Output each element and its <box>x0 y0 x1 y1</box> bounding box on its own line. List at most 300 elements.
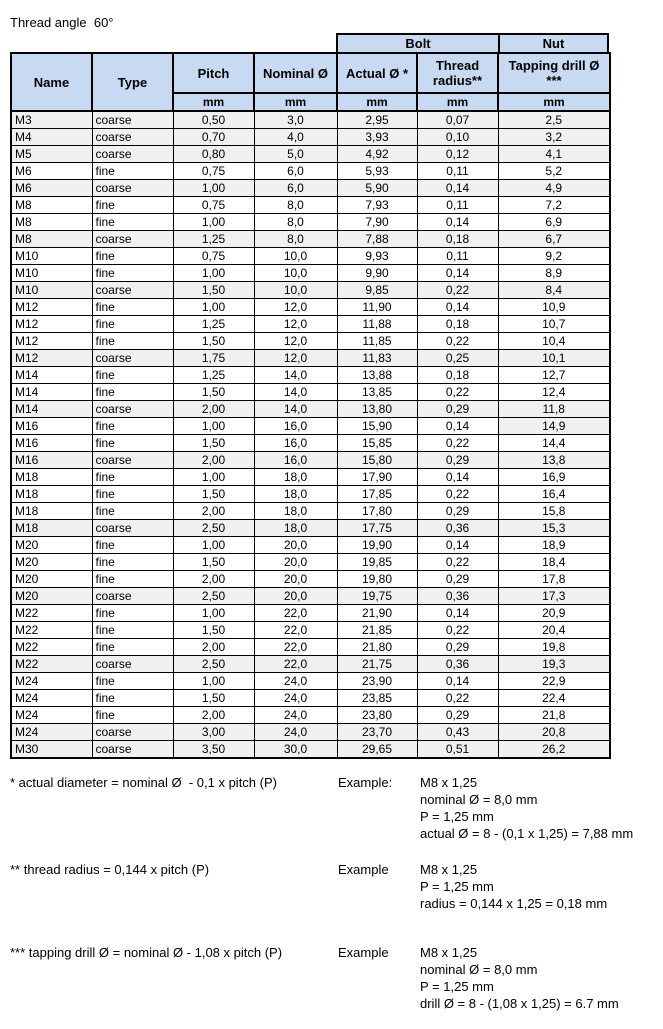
cell-nominal-diameter: 24,0 <box>254 724 337 741</box>
example-label: Example <box>338 862 389 877</box>
cell-pitch: 3,00 <box>173 724 254 741</box>
cell-nominal-diameter: 16,0 <box>254 452 337 469</box>
cell-tapping-drill: 6,7 <box>498 231 610 248</box>
cell-type: fine <box>92 367 173 384</box>
cell-tapping-drill: 7,2 <box>498 197 610 214</box>
cell-tapping-drill: 14,4 <box>498 435 610 452</box>
cell-thread-radius: 0,12 <box>417 146 498 163</box>
cell-thread-radius: 0,11 <box>417 248 498 265</box>
cell-nominal-diameter: 22,0 <box>254 639 337 656</box>
cell-name: M22 <box>11 605 92 622</box>
cell-type: fine <box>92 384 173 401</box>
cell-type: fine <box>92 605 173 622</box>
table-row <box>11 673 610 690</box>
cell-thread-radius: 0,51 <box>417 741 498 759</box>
cell-name: M20 <box>11 537 92 554</box>
cell-actual-diameter: 21,75 <box>337 656 417 673</box>
cell-nominal-diameter: 18,0 <box>254 520 337 537</box>
cell-actual-diameter: 3,93 <box>337 129 417 146</box>
cell-pitch: 1,00 <box>173 299 254 316</box>
example-line: M8 x 1,25 <box>420 862 478 877</box>
bolt-group-header: Bolt <box>336 33 498 52</box>
cell-nominal-diameter: 12,0 <box>254 299 337 316</box>
cell-type: fine <box>92 503 173 520</box>
cell-actual-diameter: 7,88 <box>337 231 417 248</box>
table-row <box>11 537 610 554</box>
table-row <box>11 180 610 197</box>
cell-tapping-drill: 21,8 <box>498 707 610 724</box>
cell-tapping-drill: 19,3 <box>498 656 610 673</box>
table-row <box>11 265 610 282</box>
cell-nominal-diameter: 20,0 <box>254 588 337 605</box>
cell-actual-diameter: 23,70 <box>337 724 417 741</box>
cell-tapping-drill: 9,2 <box>498 248 610 265</box>
cell-actual-diameter: 17,80 <box>337 503 417 520</box>
table-row <box>11 299 610 316</box>
cell-nominal-diameter: 10,0 <box>254 248 337 265</box>
cell-pitch: 2,00 <box>173 452 254 469</box>
cell-actual-diameter: 17,90 <box>337 469 417 486</box>
cell-nominal-diameter: 6,0 <box>254 180 337 197</box>
table-row <box>11 622 610 639</box>
cell-tapping-drill: 8,4 <box>498 282 610 299</box>
cell-actual-diameter: 19,90 <box>337 537 417 554</box>
cell-type: fine <box>92 469 173 486</box>
cell-nominal-diameter: 8,0 <box>254 197 337 214</box>
cell-pitch: 2,00 <box>173 639 254 656</box>
cell-tapping-drill: 17,3 <box>498 588 610 605</box>
cell-name: M14 <box>11 401 92 418</box>
cell-name: M6 <box>11 180 92 197</box>
cell-actual-diameter: 9,93 <box>337 248 417 265</box>
cell-name: M20 <box>11 571 92 588</box>
cell-nominal-diameter: 24,0 <box>254 690 337 707</box>
cell-nominal-diameter: 24,0 <box>254 707 337 724</box>
footnote <box>10 861 607 912</box>
cell-actual-diameter: 11,83 <box>337 350 417 367</box>
cell-tapping-drill: 19,8 <box>498 639 610 656</box>
cell-name: M8 <box>11 231 92 248</box>
cell-tapping-drill: 10,9 <box>498 299 610 316</box>
table-row <box>11 129 610 146</box>
unit-cell-actual: mm <box>337 93 417 111</box>
cell-thread-radius: 0,29 <box>417 571 498 588</box>
table-row <box>11 163 610 180</box>
cell-type: fine <box>92 673 173 690</box>
cell-thread-radius: 0,36 <box>417 656 498 673</box>
table-row <box>11 571 610 588</box>
cell-type: fine <box>92 299 173 316</box>
cell-tapping-drill: 22,4 <box>498 690 610 707</box>
cell-type: fine <box>92 248 173 265</box>
cell-tapping-drill: 13,8 <box>498 452 610 469</box>
cell-name: M10 <box>11 265 92 282</box>
cell-name: M24 <box>11 724 92 741</box>
cell-pitch: 1,50 <box>173 554 254 571</box>
cell-pitch: 1,00 <box>173 418 254 435</box>
cell-type: coarse <box>92 452 173 469</box>
table-row <box>11 350 610 367</box>
cell-tapping-drill: 26,2 <box>498 741 610 759</box>
cell-actual-diameter: 9,90 <box>337 265 417 282</box>
cell-type: coarse <box>92 401 173 418</box>
cell-nominal-diameter: 12,0 <box>254 333 337 350</box>
cell-nominal-diameter: 16,0 <box>254 435 337 452</box>
table-body <box>11 111 610 758</box>
cell-pitch: 0,70 <box>173 129 254 146</box>
col-header-tapping-drill: Tapping drill Ø *** <box>498 53 610 93</box>
cell-actual-diameter: 15,80 <box>337 452 417 469</box>
cell-actual-diameter: 11,85 <box>337 333 417 350</box>
unit-cell-pitch: mm <box>173 93 254 111</box>
cell-thread-radius: 0,43 <box>417 724 498 741</box>
table-row <box>11 197 610 214</box>
cell-name: M24 <box>11 673 92 690</box>
cell-nominal-diameter: 22,0 <box>254 656 337 673</box>
cell-thread-radius: 0,14 <box>417 605 498 622</box>
cell-actual-diameter: 19,85 <box>337 554 417 571</box>
cell-thread-radius: 0,29 <box>417 639 498 656</box>
cell-type: coarse <box>92 520 173 537</box>
cell-nominal-diameter: 12,0 <box>254 350 337 367</box>
cell-nominal-diameter: 14,0 <box>254 384 337 401</box>
cell-thread-radius: 0,18 <box>417 367 498 384</box>
cell-type: coarse <box>92 129 173 146</box>
cell-thread-radius: 0,14 <box>417 214 498 231</box>
col-header-pitch: Pitch <box>173 53 254 93</box>
cell-type: fine <box>92 690 173 707</box>
cell-type: coarse <box>92 741 173 759</box>
table-row <box>11 469 610 486</box>
cell-type: coarse <box>92 588 173 605</box>
cell-actual-diameter: 23,85 <box>337 690 417 707</box>
cell-name: M20 <box>11 554 92 571</box>
cell-nominal-diameter: 22,0 <box>254 622 337 639</box>
cell-pitch: 1,00 <box>173 605 254 622</box>
footnote <box>10 944 619 1012</box>
cell-nominal-diameter: 24,0 <box>254 673 337 690</box>
cell-name: M30 <box>11 741 92 759</box>
cell-thread-radius: 0,22 <box>417 384 498 401</box>
cell-pitch: 2,00 <box>173 571 254 588</box>
cell-thread-radius: 0,10 <box>417 129 498 146</box>
cell-name: M22 <box>11 656 92 673</box>
cell-type: coarse <box>92 180 173 197</box>
cell-thread-radius: 0,22 <box>417 333 498 350</box>
cell-actual-diameter: 5,93 <box>337 163 417 180</box>
cell-tapping-drill: 16,4 <box>498 486 610 503</box>
cell-thread-radius: 0,22 <box>417 690 498 707</box>
cell-nominal-diameter: 3,0 <box>254 111 337 129</box>
cell-name: M24 <box>11 690 92 707</box>
cell-pitch: 0,75 <box>173 163 254 180</box>
cell-actual-diameter: 11,90 <box>337 299 417 316</box>
cell-actual-diameter: 2,95 <box>337 111 417 129</box>
table-row <box>11 486 610 503</box>
cell-tapping-drill: 22,9 <box>498 673 610 690</box>
cell-tapping-drill: 6,9 <box>498 214 610 231</box>
cell-thread-radius: 0,07 <box>417 111 498 129</box>
cell-tapping-drill: 12,4 <box>498 384 610 401</box>
cell-thread-radius: 0,11 <box>417 163 498 180</box>
table-row <box>11 639 610 656</box>
cell-nominal-diameter: 30,0 <box>254 741 337 759</box>
cell-pitch: 2,00 <box>173 503 254 520</box>
cell-actual-diameter: 4,92 <box>337 146 417 163</box>
cell-pitch: 1,50 <box>173 622 254 639</box>
cell-name: M20 <box>11 588 92 605</box>
table-row <box>11 367 610 384</box>
cell-pitch: 0,80 <box>173 146 254 163</box>
cell-name: M16 <box>11 435 92 452</box>
cell-actual-diameter: 29,65 <box>337 741 417 759</box>
cell-tapping-drill: 10,4 <box>498 333 610 350</box>
cell-pitch: 1,00 <box>173 673 254 690</box>
table-row <box>11 248 610 265</box>
example-label: Example <box>338 945 389 960</box>
cell-name: M18 <box>11 469 92 486</box>
cell-nominal-diameter: 6,0 <box>254 163 337 180</box>
cell-actual-diameter: 21,85 <box>337 622 417 639</box>
col-header-name: Name <box>11 53 92 111</box>
cell-tapping-drill: 18,9 <box>498 537 610 554</box>
cell-name: M10 <box>11 282 92 299</box>
cell-type: fine <box>92 418 173 435</box>
cell-actual-diameter: 23,90 <box>337 673 417 690</box>
cell-actual-diameter: 21,80 <box>337 639 417 656</box>
cell-thread-radius: 0,25 <box>417 350 498 367</box>
footnote-formula: ** thread radius = 0,144 x pitch (P) <box>10 862 210 877</box>
cell-nominal-diameter: 14,0 <box>254 401 337 418</box>
cell-name: M5 <box>11 146 92 163</box>
example-lines <box>420 774 633 842</box>
example-lines <box>420 944 619 1012</box>
cell-nominal-diameter: 10,0 <box>254 265 337 282</box>
cell-pitch: 1,50 <box>173 486 254 503</box>
col-header-type: Type <box>92 53 173 111</box>
cell-pitch: 1,25 <box>173 316 254 333</box>
cell-name: M3 <box>11 111 92 129</box>
table-row <box>11 146 610 163</box>
cell-actual-diameter: 15,90 <box>337 418 417 435</box>
cell-name: M14 <box>11 367 92 384</box>
cell-type: fine <box>92 486 173 503</box>
cell-tapping-drill: 15,3 <box>498 520 610 537</box>
cell-thread-radius: 0,11 <box>417 197 498 214</box>
cell-thread-radius: 0,29 <box>417 707 498 724</box>
cell-tapping-drill: 5,2 <box>498 163 610 180</box>
table-row <box>11 231 610 248</box>
cell-name: M16 <box>11 452 92 469</box>
cell-thread-radius: 0,29 <box>417 401 498 418</box>
table-row <box>11 401 610 418</box>
table-row <box>11 111 610 129</box>
cell-tapping-drill: 8,9 <box>498 265 610 282</box>
cell-tapping-drill: 20,9 <box>498 605 610 622</box>
cell-name: M12 <box>11 350 92 367</box>
table-row <box>11 724 610 741</box>
cell-pitch: 1,00 <box>173 469 254 486</box>
cell-pitch: 1,50 <box>173 282 254 299</box>
cell-actual-diameter: 17,75 <box>337 520 417 537</box>
cell-pitch: 1,00 <box>173 537 254 554</box>
cell-actual-diameter: 7,93 <box>337 197 417 214</box>
cell-thread-radius: 0,22 <box>417 622 498 639</box>
cell-thread-radius: 0,29 <box>417 503 498 520</box>
cell-name: M8 <box>11 197 92 214</box>
table-row <box>11 214 610 231</box>
cell-name: M24 <box>11 707 92 724</box>
cell-pitch: 1,00 <box>173 214 254 231</box>
cell-type: fine <box>92 554 173 571</box>
cell-thread-radius: 0,14 <box>417 418 498 435</box>
cell-actual-diameter: 9,85 <box>337 282 417 299</box>
cell-type: fine <box>92 265 173 282</box>
cell-name: M14 <box>11 384 92 401</box>
cell-nominal-diameter: 14,0 <box>254 367 337 384</box>
cell-nominal-diameter: 10,0 <box>254 282 337 299</box>
cell-pitch: 0,75 <box>173 248 254 265</box>
cell-pitch: 1,00 <box>173 180 254 197</box>
cell-name: M22 <box>11 639 92 656</box>
cell-name: M8 <box>11 214 92 231</box>
cell-nominal-diameter: 18,0 <box>254 469 337 486</box>
example-label: Example: <box>338 775 393 790</box>
table-row <box>11 435 610 452</box>
cell-thread-radius: 0,29 <box>417 452 498 469</box>
cell-type: coarse <box>92 282 173 299</box>
cell-actual-diameter: 19,80 <box>337 571 417 588</box>
cell-name: M4 <box>11 129 92 146</box>
cell-name: M18 <box>11 503 92 520</box>
unit-cell-nominal: mm <box>254 93 337 111</box>
cell-thread-radius: 0,22 <box>417 435 498 452</box>
cell-pitch: 1,25 <box>173 367 254 384</box>
nut-group-header: Nut <box>498 33 609 52</box>
table-row <box>11 316 610 333</box>
footnote <box>10 774 633 842</box>
cell-pitch: 0,50 <box>173 111 254 129</box>
cell-pitch: 1,50 <box>173 435 254 452</box>
table-row <box>11 707 610 724</box>
cell-type: fine <box>92 639 173 656</box>
cell-pitch: 2,00 <box>173 707 254 724</box>
table-row <box>11 554 610 571</box>
footnote-formula: *** tapping drill Ø = nominal Ø - 1,08 x pitch (P) <box>10 945 283 960</box>
cell-actual-diameter: 21,90 <box>337 605 417 622</box>
cell-tapping-drill: 4,9 <box>498 180 610 197</box>
cell-thread-radius: 0,36 <box>417 588 498 605</box>
cell-pitch: 2,50 <box>173 656 254 673</box>
cell-type: coarse <box>92 231 173 248</box>
cell-type: fine <box>92 707 173 724</box>
group-header-row <box>336 33 609 52</box>
example-line: nominal Ø = 8,0 mm <box>420 792 538 807</box>
col-header-thread-radius: Thread radius** <box>417 53 498 93</box>
cell-pitch: 2,00 <box>173 401 254 418</box>
cell-thread-radius: 0,18 <box>417 231 498 248</box>
cell-type: fine <box>92 622 173 639</box>
cell-tapping-drill: 2,5 <box>498 111 610 129</box>
cell-tapping-drill: 16,9 <box>498 469 610 486</box>
cell-thread-radius: 0,36 <box>417 520 498 537</box>
cell-thread-radius: 0,22 <box>417 554 498 571</box>
cell-tapping-drill: 15,8 <box>498 503 610 520</box>
cell-nominal-diameter: 20,0 <box>254 554 337 571</box>
cell-nominal-diameter: 18,0 <box>254 503 337 520</box>
cell-thread-radius: 0,14 <box>417 469 498 486</box>
cell-thread-radius: 0,14 <box>417 265 498 282</box>
cell-nominal-diameter: 4,0 <box>254 129 337 146</box>
cell-actual-diameter: 17,85 <box>337 486 417 503</box>
example-line: radius = 0,144 x 1,25 = 0,18 mm <box>420 896 608 911</box>
cell-tapping-drill: 4,1 <box>498 146 610 163</box>
table-row <box>11 503 610 520</box>
cell-tapping-drill: 18,4 <box>498 554 610 571</box>
cell-type: fine <box>92 197 173 214</box>
col-header-nominal: Nominal Ø <box>254 53 337 93</box>
cell-thread-radius: 0,14 <box>417 673 498 690</box>
cell-nominal-diameter: 5,0 <box>254 146 337 163</box>
cell-thread-radius: 0,14 <box>417 537 498 554</box>
example-line: P = 1,25 mm <box>420 979 494 994</box>
cell-nominal-diameter: 20,0 <box>254 537 337 554</box>
cell-name: M6 <box>11 163 92 180</box>
cell-actual-diameter: 19,75 <box>337 588 417 605</box>
cell-tapping-drill: 11,8 <box>498 401 610 418</box>
table-row <box>11 690 610 707</box>
cell-thread-radius: 0,14 <box>417 299 498 316</box>
table-row <box>11 741 610 759</box>
cell-actual-diameter: 13,80 <box>337 401 417 418</box>
cell-actual-diameter: 13,85 <box>337 384 417 401</box>
cell-actual-diameter: 13,88 <box>337 367 417 384</box>
cell-pitch: 3,50 <box>173 741 254 759</box>
cell-pitch: 1,50 <box>173 333 254 350</box>
cell-tapping-drill: 12,7 <box>498 367 610 384</box>
cell-type: fine <box>92 163 173 180</box>
col-header-actual: Actual Ø * <box>337 53 417 93</box>
example-line: actual Ø = 8 - (0,1 x 1,25) = 7,88 mm <box>420 826 634 841</box>
table-row <box>11 520 610 537</box>
cell-type: fine <box>92 333 173 350</box>
cell-actual-diameter: 11,88 <box>337 316 417 333</box>
cell-tapping-drill: 20,4 <box>498 622 610 639</box>
cell-name: M12 <box>11 299 92 316</box>
cell-nominal-diameter: 8,0 <box>254 214 337 231</box>
table-row <box>11 333 610 350</box>
cell-thread-radius: 0,18 <box>417 316 498 333</box>
cell-pitch: 1,75 <box>173 350 254 367</box>
cell-thread-radius: 0,22 <box>417 486 498 503</box>
table-row <box>11 656 610 673</box>
cell-nominal-diameter: 16,0 <box>254 418 337 435</box>
cell-thread-radius: 0,22 <box>417 282 498 299</box>
cell-pitch: 0,75 <box>173 197 254 214</box>
cell-type: fine <box>92 571 173 588</box>
cell-tapping-drill: 10,1 <box>498 350 610 367</box>
table-row <box>11 418 610 435</box>
example-line: M8 x 1,25 <box>420 775 478 790</box>
cell-tapping-drill: 10,7 <box>498 316 610 333</box>
cell-type: coarse <box>92 146 173 163</box>
cell-name: M16 <box>11 418 92 435</box>
cell-name: M18 <box>11 486 92 503</box>
example-line: P = 1,25 mm <box>420 879 494 894</box>
unit-cell-thread-radius: mm <box>417 93 498 111</box>
cell-type: fine <box>92 214 173 231</box>
cell-nominal-diameter: 12,0 <box>254 316 337 333</box>
